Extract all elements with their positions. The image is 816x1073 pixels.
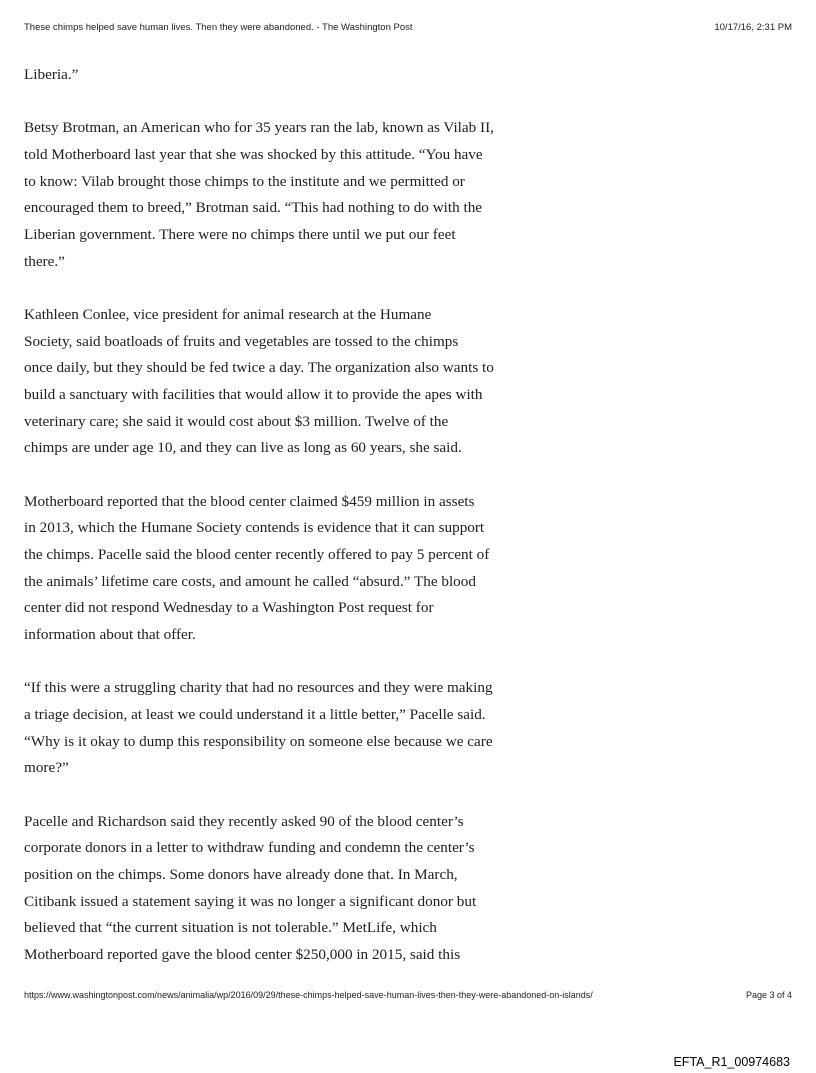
print-header bbox=[24, 22, 792, 33]
page-title: These chimps helped save human lives. Then they were abandoned. - The Washington Post bbox=[24, 22, 413, 33]
paragraph: Betsy Brotman, an American who for 35 years ran the lab, known as Vilab II, told Motherboard last year that she was shocked by this attitude. “You have to know: Vilab brought those chimps to the institute and we permitted or encouraged them to breed,” Brotman said. “This had nothing to do with the Liberian government. There were no chimps there until we put our feet there.” bbox=[24, 119, 494, 270]
print-footer bbox=[24, 990, 792, 1000]
print-datetime: 10/17/16, 2:31 PM bbox=[714, 22, 792, 33]
paragraph: Kathleen Conlee, vice president for animal research at the Humane Society, said boatloads of fruits and vegetables are tossed to the chimps once daily, but they should be fed twice a day. The organization also wants to build a sanctuary with facilities that would allow it to provide the apes with veterinary care; she said it would cost about $3 million. Twelve of the chimps are under age 10, and they can live as long as 60 years, she said. bbox=[24, 305, 494, 457]
article-url-link[interactable]: https://www.washingtonpost.com/news/animalia/wp/2016/09/29/these-chimps-helped-save-human-lives-then-they-were-abandoned-on-islands/ bbox=[24, 990, 593, 1000]
paragraph: Liberia.” bbox=[24, 66, 79, 83]
paragraph: Pacelle and Richardson said they recently asked 90 of the blood center’s corporate donors in a letter to withdraw funding and condemn the center’s position on the chimps. Some donors have already done that. In March, Citibank issued a statement saying it was no longer a significant donor but believed that “the current situation is not tolerable.” MetLife, which Motherboard reported gave the blood center $250,000 in 2015, said this bbox=[24, 812, 477, 964]
paragraph: Motherboard reported that the blood center claimed $459 million in assets in 2013, which the Humane Society contends is evidence that it can support the chimps. Pacelle said the blood center recently offered to pay 5 percent of the animals’ lifetime care costs, and amount he called “absurd.” The blood center did not respond Wednesday to a Washington Post request for information about that offer. bbox=[24, 492, 490, 644]
page-number: Page 3 of 4 bbox=[745, 990, 792, 1000]
document-id-stamp: EFTA_R1_00974683 bbox=[673, 1055, 790, 1069]
article-body bbox=[24, 62, 544, 995]
paragraph: “If this were a struggling charity that had no resources and they were making a triage decision, at least we could understand it a little better,” Pacelle said. “Why is it okay to dump this responsibility on someone else because we care more?” bbox=[24, 679, 493, 777]
